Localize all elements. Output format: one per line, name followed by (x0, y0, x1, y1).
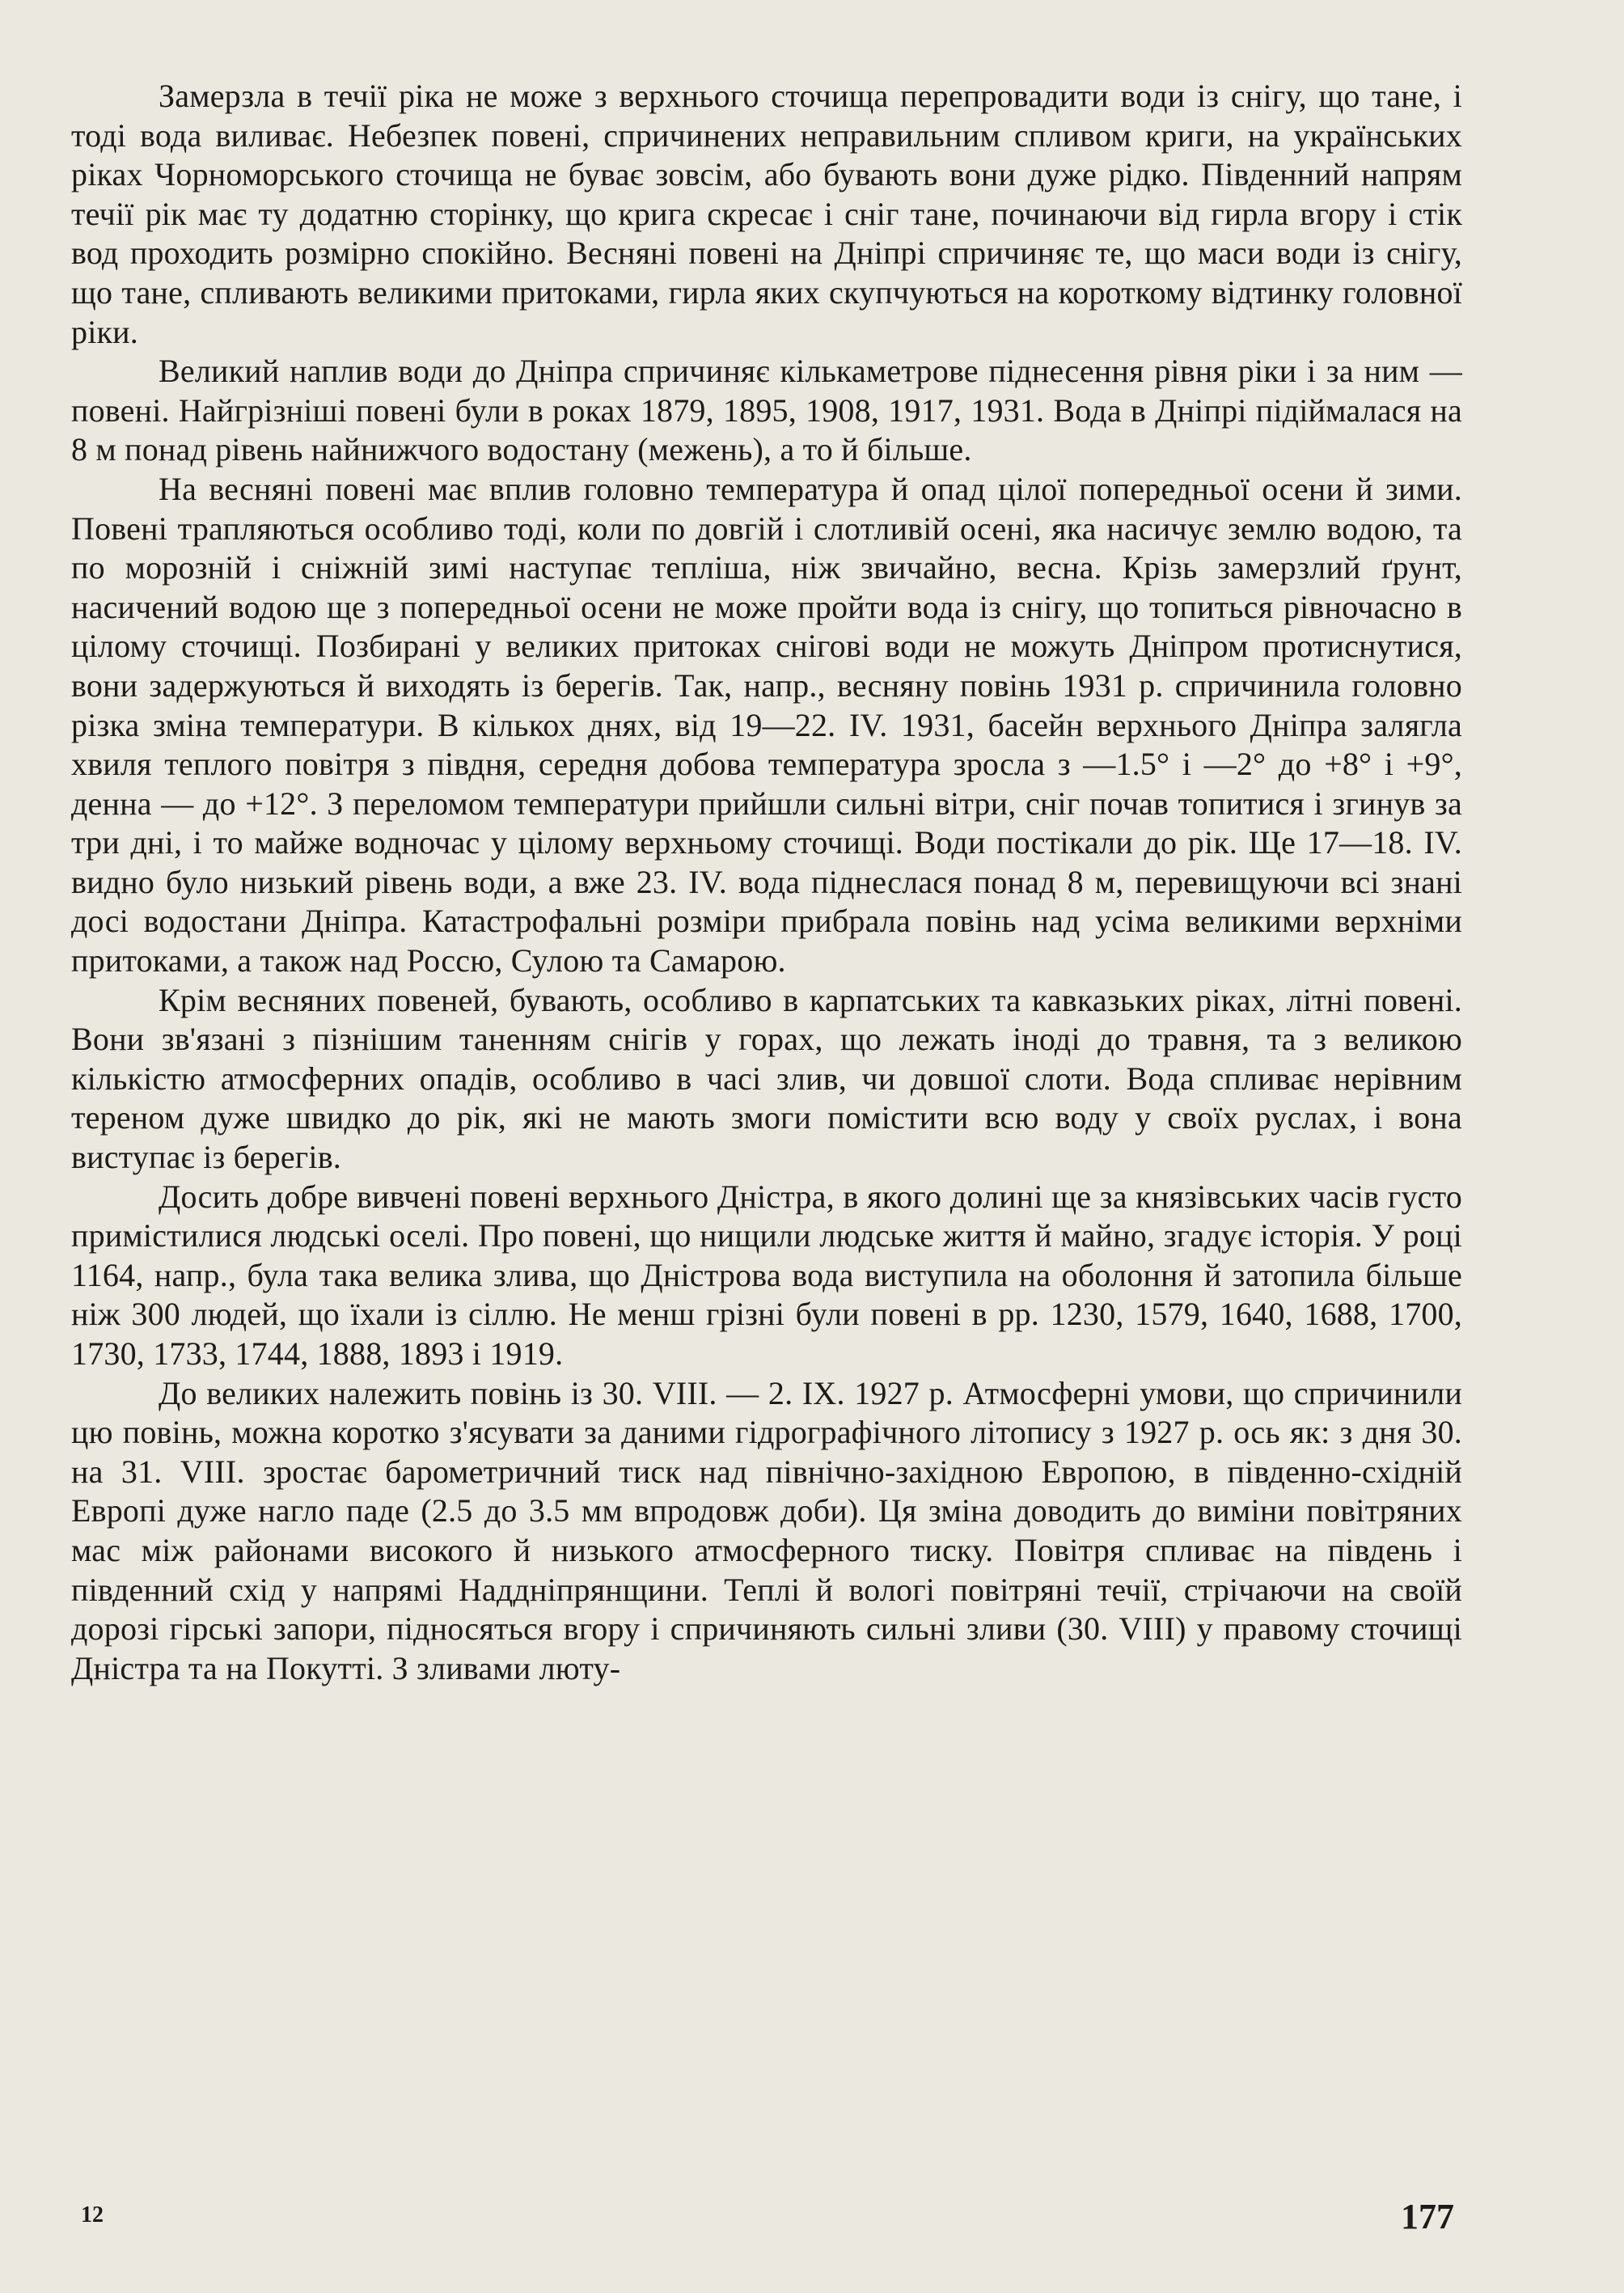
page-number: 177 (1401, 2197, 1454, 2236)
paragraph: На весняні повені має вплив головно температура й опад цілої попередньої осени й зими. Повені трапляються особливо тоді, коли по довгій і слотливій осені, яка насичує землю водою, та по морозній і сніжній зимі наступає тепліша, ніж звичайно, весна. Крізь замерзлий ґрунт, насичений водою ще з попередньої осени не може пройти вода із снігу, що топиться рівночасно в цілому сточищі. Позбирані у великих притоках снігові води не можуть Дніпром протиснутися, вони задержуються й виходять із берегів. Так, напр., весняну повінь 1931 р. спричинила головно різка зміна температури. В кількох днях, від 19—22. IV. 1931, басейн верхнього Дніпра залягла хвиля теплого повітря з півдня, середня добова температура зросла з —1.5° і —2° до +8° і +9°, денна — до +12°. З переломом температури прийшли сильні вітри, сніг почав топитися і згинув за три дні, і то майже водночас у цілому верхньому сточищі. Води постікали до рік. Ще 17—18. IV. видно було низький рівень води, а вже 23. IV. вода піднеслася понад 8 м, перевищуючи всі знані досі водостани Дніпра. Катастрофальні розміри прибрала повінь над усіма великими верхніми притоками, а також над Россю, Сулою та Самарою. (71, 470, 1462, 979)
signature-mark: 12 (81, 2202, 104, 2227)
paragraph: Крім весняних повеней, бувають, особливо в карпатських та кавказьких ріках, літні повені. Вони зв'язані з пізнішим таненням снігів у горах, що лежать іноді до травня, та з великою кількістю атмосферних опадів, особливо в часі злив, чи довшої слоти. Вода спливає нерівним тереном дуже швидко до рік, які не мають змоги помістити всю воду у своїх руслах, і вона виступає із берегів. (71, 981, 1462, 1176)
paragraph: Замерзла в течії ріка не може з верхнього сточища перепровадити води із снігу, що тане, і тоді вода виливає. Небезпек повені, спричинених неправильним спливом криги, на українських ріках Чорноморського сточища не буває зовсім, або бувають вони дуже рідко. Південний напрям течії рік має ту додатню сторінку, що крига скресає і сніг тане, починаючи від гирла вгору і стік вод проходить розмірно спокійно. Весняні повені на Дніпрі спричиняє те, що маси води із снігу, що тане, спливають великими притоками, гирла яких скупчуються на короткому відтинку головної ріки. (71, 78, 1462, 350)
paragraph: Великий наплив води до Дніпра спричиняє кількаметрове піднесення рівня ріки і за ним — повені. Найгрізніші повені були в роках 1879, 1895, 1908, 1917, 1931. Вода в Дніпрі підіймалася на 8 м понад рівень найнижчого водостану (межень), а то й більше. (71, 353, 1462, 468)
page-footer (0, 2196, 1624, 2244)
body-text (71, 77, 1462, 1688)
paragraph: До великих належить повінь із 30. VIII. — 2. IX. 1927 р. Атмосферні умови, що спричинили цю повінь, можна коротко з'ясувати за даними гідрографічного літопису з 1927 р. ось як: з дня 30. на 31. VIII. зростає барометричний тиск над північно-західною Европою, в південно-східній Европі дуже нагло паде (2.5 до 3.5 мм впродовж доби). Ця зміна доводить до виміни повітряних мас між районами високого й низького атмосферного тиску. Повітря спливає на південь і південний схід у напрямі Наддніпрянщини. Теплі й вологі повітряні течії, стрічаючи на своїй дорозі гірські запори, підносяться вгору і спричиняють сильні зливи (30. VIII) у правому сточищі Дністра та на Покутті. З зливами люту- (71, 1374, 1462, 1686)
paragraph: Досить добре вивчені повені верхнього Дністра, в якого долині ще за князівських часів густо примістилися людські оселі. Про повені, що нищили людське життя й майно, згадує історія. У році 1164, напр., була така велика злива, що Дністрова вода виступила на оболоння й затопила більше ніж 300 людей, що їхали із сіллю. Не менш грізні були повені в рр. 1230, 1579, 1640, 1688, 1700, 1730, 1733, 1744, 1888, 1893 і 1919. (71, 1178, 1462, 1372)
